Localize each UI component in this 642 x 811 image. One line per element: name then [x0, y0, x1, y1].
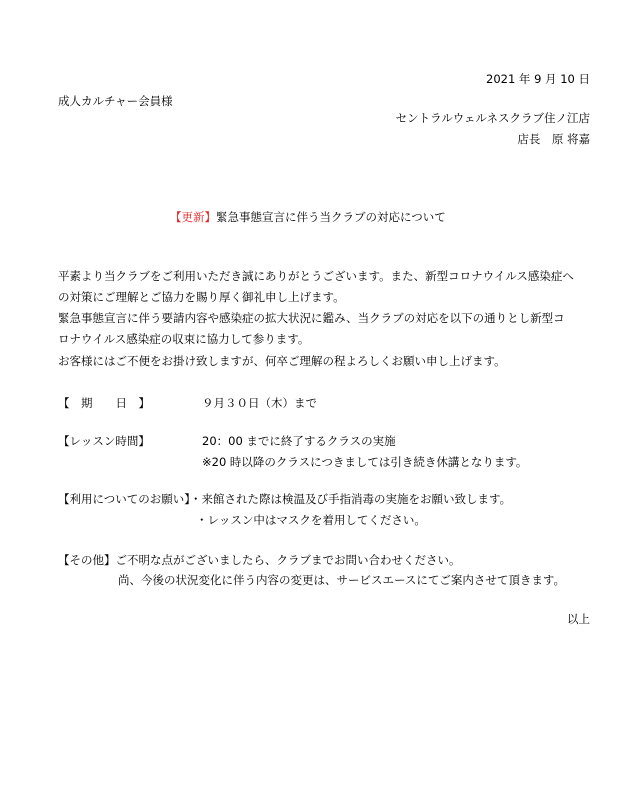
period-value: ９月３０日（木）まで — [202, 396, 317, 410]
document-title — [170, 210, 446, 224]
lesson-time-note: ※20 時以降のクラスにつきましては引き続き休講となります。 — [202, 455, 528, 469]
other-text: ご不明な点がございましたら、クラブまでお問い合わせください。 — [115, 553, 461, 567]
body-line: お客様にはご不便をお掛け致しますが、何卒ご理解の程よろしくお願い申し上げます。 — [58, 354, 506, 368]
title-text: 緊急事態宣言に伴う当クラブの対応について — [216, 210, 446, 224]
lesson-time-value: 20：00 までに終了するクラスの実施 — [202, 434, 396, 448]
other-row — [58, 553, 461, 567]
document-date: 2021 年 9 月 10 日 — [486, 72, 590, 86]
closing-mark: 以上 — [567, 612, 590, 626]
period-label: 【 期 日 】 — [58, 396, 150, 410]
usage-request-label: 【利用についてのお願い】 — [58, 492, 191, 506]
recipient: 成人カルチャー会員様 — [58, 94, 173, 108]
sender-person: 店長 原 将嘉 — [517, 132, 590, 146]
title-update-tag: 【更新】 — [170, 210, 216, 224]
body-line: ロナウイルス感染症の収束に協力して参ります。 — [58, 332, 310, 346]
sender-organization: セントラルウェルネスクラブ住ノ江店 — [395, 111, 590, 125]
other-text: 尚、今後の状況変化に伴う内容の変更は、サービスエースにてご案内させて頂きます。 — [118, 573, 566, 587]
usage-request-row — [58, 492, 511, 506]
body-line: 緊急事態宣言に伴う要請内容や感染症の拡大状況に鑑み、当クラブの対応を以下の通りとし新型コ — [58, 311, 565, 325]
body-line: 平素より当クラブをご利用いただき誠にありがとうございます。また、新型コロナウイルス感染症へ — [58, 269, 574, 283]
usage-request-item: ・来館された際は検温及び手指消毒の実施をお願い致します。 — [190, 492, 512, 506]
lesson-time-label: 【レッスン時間】 — [58, 434, 150, 448]
usage-request-item: ・レッスン中はマスクを着用してください。 — [196, 513, 426, 527]
body-line: の対策にご理解とご協力を賜り厚く御礼申し上げます。 — [58, 290, 345, 304]
other-label: 【その他】 — [58, 553, 116, 567]
